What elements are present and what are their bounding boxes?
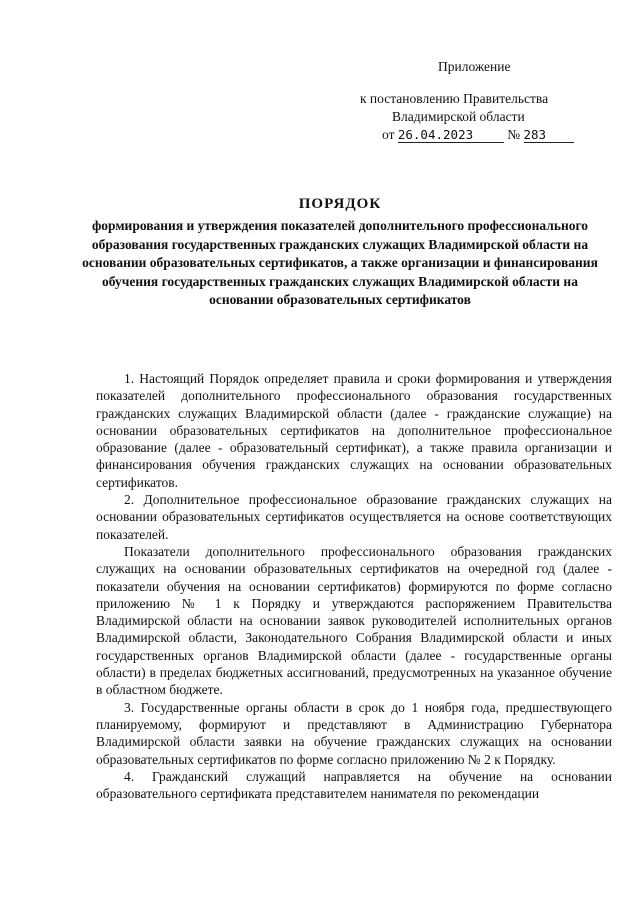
number-prefix: № (507, 127, 521, 142)
paragraph-2: 2. Дополнительное профессиональное образование гражданских служащих на основании образовательных сертификатов осуществляется на основе соответствующих показателей. (96, 492, 612, 542)
paragraph-3: Показатели дополнительного профессионального образования гражданских служащих на основании образовательных сертификатов на очередной год (далее - показатели обучения на основании сертификатов) формируются по форме согласно приложению № 1 к Порядку и утверждаются распоряжением Правительства Владимирской области на основании заявок руководителей исполнительных органов Владимирской области, Законодательного Собрания Владимирской области и иных государственных органов Владимирской области (далее - государственные органы области) в пределах бюджетных ассигнований, предусмотренных на указанное обучение в областном бюджете. (96, 543, 612, 698)
paragraph-1: 1. Настоящий Порядок определяет правила и сроки формирования и утверждения показателей дополнительного профессионального образования государственных гражданских служащих Владимирской области (далее - гражданские служащие) на основании образовательных сертификатов на дополнительное профессиональное образование (далее - образовательный сертификат), а также правила организации и финансирования обучения гражданских служащих на основании образовательных сертификатов. (96, 371, 612, 490)
document-body (96, 370, 612, 802)
header-date-line (360, 126, 620, 144)
paragraph-4: 3. Государственные органы области в срок до 1 ноября года, предшествующего планируемому, формируют и представляют в Администрацию Губернатора Владимирской области заявки на обучение гражданских служащих на основании образовательных сертификатов по форме согласно приложению № 2 к Порядку. (96, 699, 612, 767)
resolution-number: 283 (524, 128, 574, 143)
document-title: ПОРЯДОК (298, 196, 382, 212)
header-line-region: Владимирской области (392, 109, 525, 124)
date-prefix: от (382, 127, 395, 142)
resolution-date: 26.04.2023 (398, 128, 504, 143)
document-title-block (80, 196, 600, 310)
document-subtitle: формирования и утверждения показателей дополнительного профессионального образования государственных гражданских служащих Владимирской области на основании образовательных сертификатов, а также организации и финансирования обучения государственных гражданских служащих Владимирской области на основании образовательных сертификатов (82, 218, 598, 307)
appendix-label: Приложение (438, 59, 511, 74)
appendix-header (360, 58, 620, 144)
paragraph-5: 4. Гражданский служащий направляется на обучение на основании образовательного сертификата представителем нанимателя по рекомендации (96, 768, 612, 802)
header-line-resolution: к постановлению Правительства (360, 91, 549, 106)
